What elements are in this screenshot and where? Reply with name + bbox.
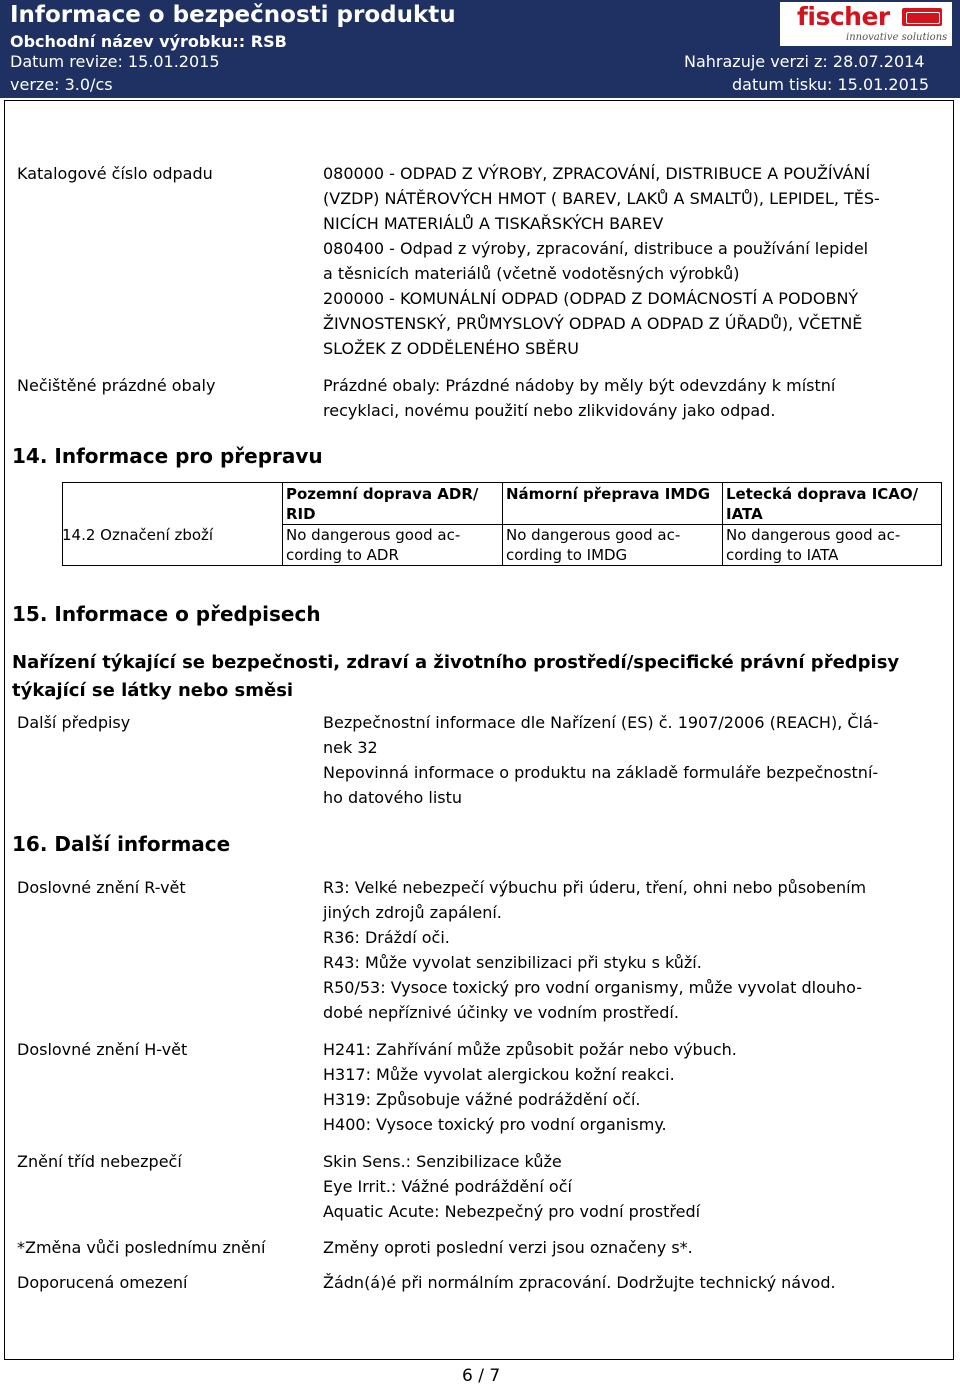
- transport-header-adr: [286, 484, 478, 524]
- other-regulations-text-line: Bezpečnostní informace dle Nařízení (ES) č. 1907/2006 (REACH), Člá-: [323, 713, 879, 732]
- restrictions-label: Doporucená omezení: [17, 1273, 188, 1292]
- waste-catalog-text-line: (VZDP) NÁTĚROVÝCH HMOT ( BAREV, LAKŮ A SMALTŮ), LEPIDEL, TĚS-: [323, 189, 880, 208]
- transport-header-imdg: [506, 484, 710, 504]
- transport-value-adr-line: No dangerous good ac-: [286, 526, 461, 544]
- r-phrases-text-line: R43: Může vyvolat senzibilizaci při styku s kůží.: [323, 953, 702, 972]
- change-note-label: *Změna vůči poslednímu znění: [17, 1238, 266, 1257]
- waste-catalog-text-line: 200000 - KOMUNÁLNÍ ODPAD (ODPAD Z DOMÁCNOSTÍ A PODOBNÝ: [323, 289, 859, 308]
- restrictions-text: [323, 1270, 836, 1295]
- transport-header-iata-line: Letecká doprava ICAO/: [726, 485, 919, 503]
- transport-value-iata: [726, 525, 900, 565]
- hazard-classes-text: [323, 1149, 700, 1224]
- section-14-heading: 14. Informace pro přepravu: [12, 444, 323, 468]
- page-number: 6 / 7: [462, 1366, 501, 1386]
- change-note-text-line: Změny oproti poslední verzi jsou označeny s*.: [323, 1238, 693, 1257]
- hazard-classes-text-line: Skin Sens.: Senzibilizace kůže: [323, 1152, 562, 1171]
- r-phrases-text: [323, 875, 866, 1025]
- print-date: datum tisku: 15.01.2015: [732, 75, 930, 94]
- empty-packaging-text-line: recyklaci, novému použití nebo zlikvidovány jako odpad.: [323, 401, 776, 420]
- transport-header-iata-line: IATA: [726, 505, 763, 523]
- h-phrases-text-line: H241: Zahřívání může způsobit požár nebo výbuch.: [323, 1040, 737, 1059]
- transport-table: [62, 482, 942, 566]
- other-regulations-text-line: Nepovinná informace o produktu na základě formuláře bezpečnostní-: [323, 763, 879, 782]
- change-note-text: [323, 1235, 693, 1260]
- hazard-classes-label: Znění tříd nebezpečí: [17, 1152, 182, 1171]
- waste-catalog-text: [323, 161, 880, 361]
- waste-catalog-text-line: SLOŽEK Z ODDĚLENÉHO SBĚRU: [323, 339, 580, 358]
- waste-catalog-text-line: 080000 - ODPAD Z VÝROBY, ZPRACOVÁNÍ, DISTRIBUCE A POUŽÍVÁNÍ: [323, 164, 871, 183]
- other-regulations-text: [323, 710, 879, 810]
- empty-packaging-label: Nečištěné prázdné obaly: [17, 376, 216, 395]
- h-phrases-text-line: H317: Může vyvolat alergickou kožní reakci.: [323, 1065, 675, 1084]
- regulations-subheading-line: týkající se látky nebo směsi: [12, 680, 294, 701]
- regulations-subheading-line: Nařízení týkající se bezpečnosti, zdraví a životního prostředí/specifické právní předpisy: [12, 652, 900, 673]
- transport-header-imdg-line: Námorní přeprava IMDG: [506, 485, 711, 503]
- revision-date: Datum revize: 15.01.2015: [10, 52, 220, 71]
- fischer-logo: [780, 2, 952, 46]
- hazard-classes-text-line: Eye Irrit.: Vážné podráždění očí: [323, 1177, 572, 1196]
- transport-value-iata-line: cording to IATA: [726, 546, 839, 564]
- waste-catalog-label: Katalogové číslo odpadu: [17, 164, 213, 183]
- r-phrases-text-line: R3: Velké nebezpečí výbuchu při úderu, tření, ohni nebo působením: [323, 878, 867, 897]
- waste-catalog-text-line: ŽIVNOSTENSKÝ, PRŮMYSLOVÝ ODPAD A ODPAD Z ÚŘADŮ), VČETNĚ: [323, 314, 863, 333]
- h-phrases-text-line: H400: Vysoce toxický pro vodní organismy.: [323, 1115, 667, 1134]
- regulations-subheading: [12, 649, 899, 705]
- transport-row-label: 14.2 Označení zboží: [62, 526, 214, 544]
- r-phrases-text-line: R50/53: Vysoce toxický pro vodní organismy, může vyvolat dlouho-: [323, 978, 862, 997]
- other-regulations-label: Další předpisy: [17, 713, 131, 732]
- transport-value-imdg-line: cording to IMDG: [506, 546, 628, 564]
- waste-catalog-text-line: NICÍCH MATERIÁLŮ A TISKAŘSKÝCH BAREV: [323, 214, 664, 233]
- transport-value-iata-line: No dangerous good ac-: [726, 526, 901, 544]
- h-phrases-text-line: H319: Způsobuje vážné podráždění očí.: [323, 1090, 641, 1109]
- transport-value-imdg-line: No dangerous good ac-: [506, 526, 681, 544]
- section-15-heading: 15. Informace o předpisech: [12, 602, 321, 626]
- transport-value-imdg: [506, 525, 680, 565]
- transport-value-adr: [286, 525, 460, 565]
- waste-catalog-text-line: a těsnicích materiálů (včetně vodotěsných výrobků): [323, 264, 740, 283]
- logo-badge-icon: [902, 8, 942, 26]
- logo-tagline: innovative solutions: [846, 32, 948, 43]
- transport-header-iata: [726, 484, 918, 524]
- r-phrases-text-line: jiných zdrojů zapálení.: [323, 903, 502, 922]
- section-16-heading: 16. Další informace: [12, 832, 231, 856]
- r-phrases-text-line: R36: Dráždí oči.: [323, 928, 450, 947]
- hazard-classes-text-line: Aquatic Acute: Nebezpečný pro vodní prostředí: [323, 1202, 701, 1221]
- empty-packaging-text: [323, 373, 835, 423]
- product-name: Obchodní název výrobku:: RSB: [10, 32, 287, 51]
- document-title: Informace o bezpečnosti produktu: [10, 2, 456, 28]
- other-regulations-text-line: ho datového listu: [323, 788, 463, 807]
- empty-packaging-text-line: Prázdné obaly: Prázdné nádoby by měly být odevzdány k místní: [323, 376, 836, 395]
- transport-header-adr-line: Pozemní doprava ADR/: [286, 485, 479, 503]
- restrictions-text-line: Žádn(á)é při normálním zpracování. Dodržujte technický návod.: [323, 1273, 836, 1292]
- r-phrases-label: Doslovné znění R-vět: [17, 878, 186, 897]
- transport-header-adr-line: RID: [286, 505, 316, 523]
- h-phrases-label: Doslovné znění H-vět: [17, 1040, 188, 1059]
- other-regulations-text-line: nek 32: [323, 738, 378, 757]
- version: verze: 3.0/cs: [10, 75, 113, 94]
- logo-brand: fischer: [797, 2, 890, 31]
- transport-value-adr-line: cording to ADR: [286, 546, 399, 564]
- replaces-version: Nahrazuje verzi z: 28.07.2014: [684, 52, 925, 71]
- h-phrases-text: [323, 1037, 737, 1137]
- waste-catalog-text-line: 080400 - Odpad z výroby, zpracování, distribuce a používání lepidel: [323, 239, 869, 258]
- r-phrases-text-line: dobé nepříznivé účinky ve vodním prostředí.: [323, 1003, 679, 1022]
